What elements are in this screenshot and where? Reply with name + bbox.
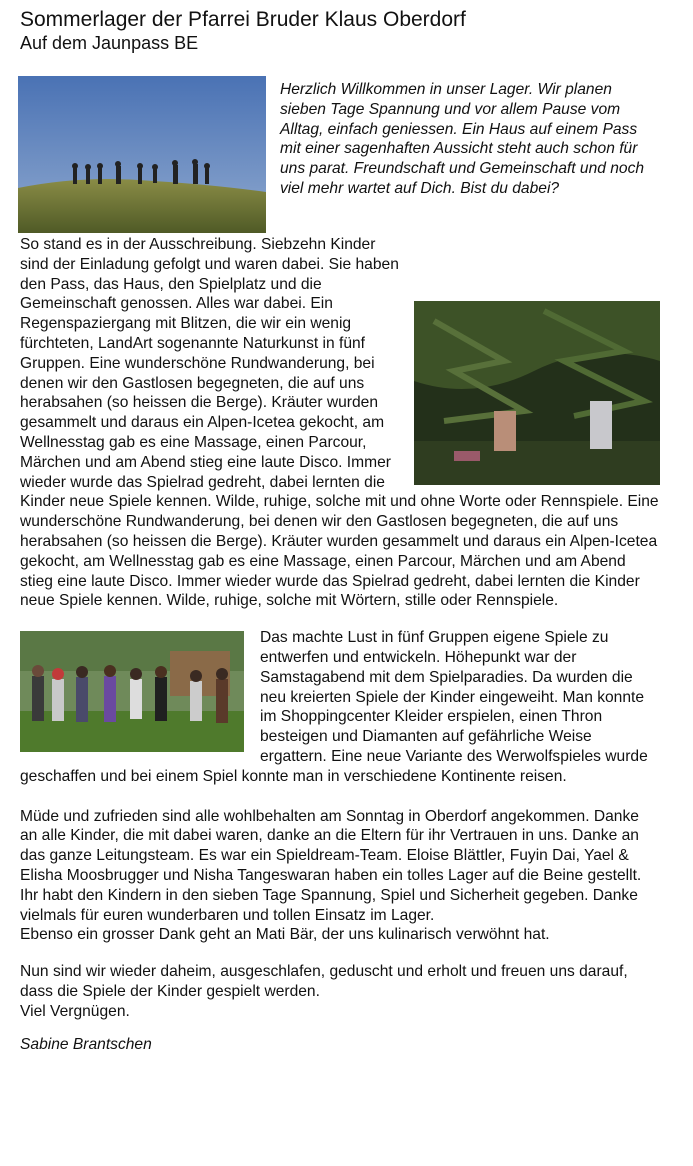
hilltop-group-photo [18, 76, 266, 233]
hilltop-photo-graphic [18, 76, 266, 233]
article [20, 8, 660, 1055]
children-playing-photo [20, 631, 244, 752]
games-section [20, 628, 660, 786]
forest-photo [414, 301, 660, 485]
children-photo-graphic [20, 631, 244, 752]
author-signature: Sabine Brantschen [20, 1036, 152, 1054]
closing-paragraph: Nun sind wir wieder daheim, ausgeschlafen, geduscht und erholt und freuen uns darauf, dass die Spiele der Kinder gespielt werden. [20, 963, 628, 1000]
forest-photo-graphic [414, 301, 660, 485]
closing-wish: Viel Vergnügen. [20, 1002, 130, 1020]
games-paragraph: Das machte Lust in fünf Gruppen eigene Spiele zu entwerfen und entwickeln. Höhepunkt war der Samstagabend mit dem Spielparadies. Da wurden die neu kreierten Spiele der Kinder eingeweiht. Man konnte im Shoppingcenter Kleider erspielen, einen Thron besteigen und Diamanten auf gefährliche Weise ergattern. Eine neue Variante des Werwolfspieles wurde geschaffen und bei einem Spiel konnte man in verschiedene Kontinente reisen. [20, 629, 648, 785]
thanks-paragraph: Müde und zufrieden sind alle wohlbehalten am Sonntag in Oberdorf angekommen. Danke an alle Kinder, die mit dabei waren, danke an die Eltern für ihr Vertrauen in uns. Danke an das ganze Leitungsteam. Es war ein Spieldream-Team. Eloise Blättler, Fuyin Dai, Yael & Elisha Moosbrugger und Nisha Tangeswaran haben ein tolles Lager auf die Beine gestellt. Ihr habt den Kindern in den sieben Tage Spannung, Spiel und Sicherheit gegeben. Danke vielmals für euren wunderbaren und tollen Einsatz im Lager. [20, 807, 642, 924]
thanks-section [20, 807, 660, 946]
page-title: Sommerlager der Pfarrei Bruder Klaus Oberdorf [20, 8, 466, 31]
story-section [20, 235, 660, 611]
story-paragraph: So stand es in der Ausschreibung. Siebzehn Kinder sind der Einladung gefolgt und waren dabei. Sie haben den Pass, das Haus, den Spielplatz und die Gemeinschaft genossen. Alles war dabei. Ein Regenspaziergang mit Blitzen, die wir ein wenig fürchteten, LandArt sogenannte Naturkunst in fünf Gruppen. Eine wunderschöne Rundwanderung, bei denen wir den Gastlosen begegneten, die auf uns herabsahen (so heissen die Berge). Kräuter wurden gesammelt und daraus ein Alpen-Icetea gekocht, am Wellnesstag gab es eine Massage, einen Parcour, Märchen und am Abend stieg eine laute Disco. Immer wieder wurde das Spielrad gedreht, dabei lernten die Kinder neue Spiele kennen. Wilde, ruhige, solche mit und ohne Worte oder Rennspiele. Eine wunderschöne Rundwanderung, bei denen wir den Gastlosen begegneten, die auf uns herabsahen (so heissen die Berge). Kräuter wurden gesammelt und daraus ein Alpen-Icetea gekocht, am Wellnesstag gab es eine Massage, einen Parcour, Märchen und am Abend stieg eine laute Disco. Immer wieder wurde das Spielrad gedreht, dabei lernten die Kinder neue Spiele kennen. Wilde, ruhige, solche mit Wörtern, stille oder Rennspiele. [20, 236, 659, 610]
thanks-cook-line: Ebenso ein grosser Dank geht an Mati Bär, der uns kulinarisch verwöhnt hat. [20, 926, 550, 944]
page-subtitle: Auf dem Jaunpass BE [20, 33, 199, 53]
closing-section [20, 962, 660, 1021]
welcome-text: Herzlich Willkommen in unser Lager. Wir planen sieben Tage Spannung und vor allem Pause vom Alltag, einfach geniessen. Ein Haus auf einem Pass mit einer sagenhaften Aussicht steht auch schon für uns parat. Freundschaft und Gemeinschaft und noch viel mehr wartet auf Dich. Bist du dabei? [280, 81, 645, 197]
intro-section [20, 76, 660, 199]
